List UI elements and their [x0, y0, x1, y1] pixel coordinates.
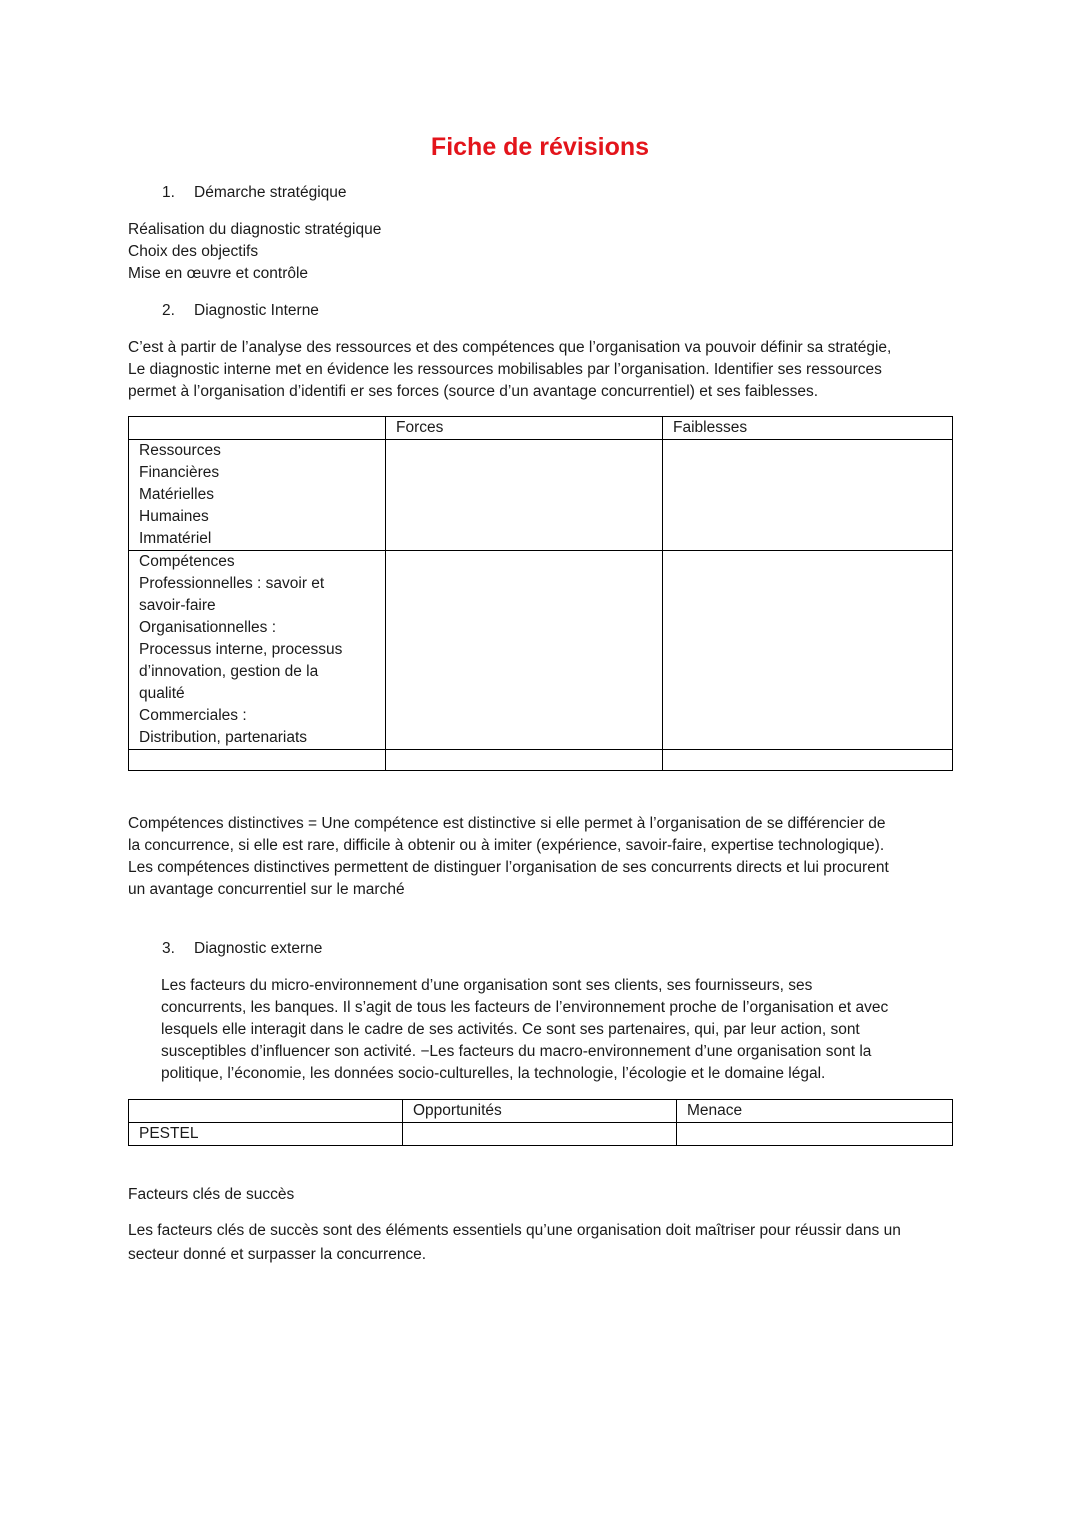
external-diagnosis-table [128, 1099, 953, 1146]
pestel-cell: PESTEL [129, 1123, 403, 1146]
resources-cell [129, 440, 386, 551]
kfs-paragraph [128, 1220, 968, 1266]
step-item: Mise en œuvre et contrôle [128, 265, 309, 282]
section-number: 2. [162, 302, 175, 319]
text-line: lesquels elle interagit dans le cadre de ses activités. Ce sont ses partenaires, qui, par leur action, sont [161, 1021, 860, 1038]
kfs-heading: Facteurs clés de succès [128, 1186, 295, 1203]
table-row-resources [129, 440, 953, 551]
cell-line: Distribution, partenariats [139, 729, 307, 746]
text-line: C’est à partir de l’analyse des ressources et des compétences que l’organisation va pouvoir définir sa stratégie, [128, 339, 892, 356]
text-line: concurrents, les banques. Il s’agit de tous les facteurs de l’environnement proche de l’organisation et avec [161, 999, 889, 1016]
text-line: Les facteurs clés de succès sont des éléments essentiels qu’une organisation doit maîtriser pour réussir dans un [128, 1222, 901, 1239]
section-title: Démarche stratégique [194, 184, 347, 201]
empty-cell [403, 1123, 677, 1146]
table-row-empty [129, 750, 953, 771]
step-item: Choix des objectifs [128, 243, 259, 260]
table-header-menace: Menace [677, 1100, 953, 1123]
section-title: Diagnostic Interne [194, 302, 319, 319]
steps-list [128, 219, 968, 285]
cell-line: Immatériel [139, 530, 212, 547]
distinctive-skills-paragraph [128, 813, 968, 901]
section-heading-3 [162, 938, 322, 960]
table-header-opportunites: Opportunités [403, 1100, 677, 1123]
table-header-cell [129, 1100, 403, 1123]
empty-cell [677, 1123, 953, 1146]
cell-line: Processus interne, processus [139, 641, 343, 658]
skills-cell [129, 551, 386, 750]
cell-line: Organisationnelles : [139, 619, 276, 636]
table-header-cell [129, 417, 386, 440]
cell-line: Professionnelles : savoir et [139, 575, 325, 592]
cell-line: Matérielles [139, 486, 214, 503]
empty-cell [129, 750, 386, 771]
cell-line: Commerciales : [139, 707, 247, 724]
section-heading-1 [162, 182, 347, 204]
table-header-row [129, 417, 953, 440]
text-line: Les compétences distinctives permettent de distinguer l’organisation de ses concurrents directs et lui procurent [128, 859, 889, 876]
table-row-skills [129, 551, 953, 750]
empty-cell [663, 551, 953, 750]
page-title: Fiche de révisions [430, 133, 650, 161]
text-line: un avantage concurrentiel sur le marché [128, 881, 405, 898]
text-line: secteur donné et surpasser la concurrence. [128, 1246, 427, 1263]
text-line: Les facteurs du micro-environnement d’une organisation sont ses clients, ses fournisseurs, ses [161, 977, 813, 994]
text-line: la concurrence, si elle est rare, difficile à obtenir ou à imiter (expérience, savoir-faire, expertise technologique). [128, 837, 885, 854]
cell-line: d’innovation, gestion de la [139, 663, 319, 680]
cell-line: Ressources [139, 442, 221, 459]
cell-line: savoir-faire [139, 597, 216, 614]
empty-cell [663, 750, 953, 771]
text-line: Le diagnostic interne met en évidence les ressources mobilisables par l’organisation. Identifier ses ressources [128, 361, 882, 378]
table-header-faiblesses: Faiblesses [663, 417, 953, 440]
internal-intro-paragraph [128, 337, 968, 403]
section-number: 1. [162, 184, 175, 201]
external-intro-paragraph [161, 975, 961, 1085]
cell-line: qualité [139, 685, 185, 702]
empty-cell [386, 750, 663, 771]
empty-cell [386, 551, 663, 750]
text-line: Compétences distinctives = Une compétence est distinctive si elle permet à l’organisation de se différencier de [128, 815, 886, 832]
empty-cell [386, 440, 663, 551]
text-line: politique, l’économie, les données socio-culturelles, la technologie, l’écologie et le domaine légal. [161, 1065, 826, 1082]
section-title: Diagnostic externe [194, 940, 323, 957]
text-line: susceptibles d’influencer son activité. −Les facteurs du macro-environnement d’une organisation sont la [161, 1043, 872, 1060]
empty-cell [663, 440, 953, 551]
table-row-pestel [129, 1123, 953, 1146]
cell-line: Compétences [139, 553, 235, 570]
cell-line: Humaines [139, 508, 209, 525]
internal-diagnosis-table [128, 416, 953, 771]
step-item: Réalisation du diagnostic stratégique [128, 221, 382, 238]
section-number: 3. [162, 940, 175, 957]
cell-line: Financières [139, 464, 220, 481]
table-header-forces: Forces [386, 417, 663, 440]
section-heading-2 [162, 300, 319, 322]
table-header-row [129, 1100, 953, 1123]
text-line: permet à l’organisation d’identifi er ses forces (source d’un avantage concurrentiel) et ses faiblesses. [128, 383, 819, 400]
